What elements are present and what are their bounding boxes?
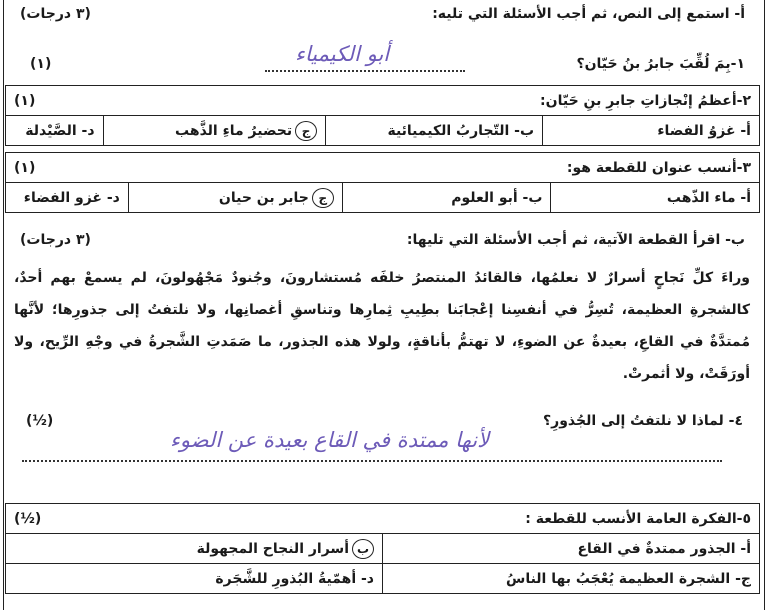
answer-line-1 bbox=[265, 70, 465, 72]
question-3-option-b: ب- أبو العلوم bbox=[342, 183, 551, 213]
question-5-option-b-text: أسرار النجاح المجهولة bbox=[196, 540, 349, 557]
question-2-table bbox=[5, 85, 760, 146]
question-5-marks: (½) bbox=[6, 504, 383, 534]
section-b-marks: (٣ درجات) bbox=[20, 232, 91, 248]
question-5-option-a: أ- الجذور ممتدةٌ في القاع bbox=[383, 534, 760, 564]
section-a-marks: (٣ درجات) bbox=[20, 6, 91, 22]
section-b-title: ب- اقرأ القطعة الآتية، ثم أجب الأسئلة التي تليها: bbox=[406, 232, 745, 248]
answer-line-4 bbox=[22, 460, 722, 462]
question-3-table bbox=[5, 152, 760, 213]
circled-answer-mark: ج bbox=[295, 121, 317, 141]
circled-answer-mark: ب bbox=[352, 539, 374, 559]
question-5-option-d: د- أهمّيةُ البُذورِ للشَّجَرة bbox=[6, 564, 383, 594]
question-3-option-c-text: جابر بن حيان bbox=[218, 189, 309, 206]
question-5-text: ٥-الفكرة العامة الأنسب للقطعة : bbox=[383, 504, 760, 534]
question-1-text: ١-بِمَ لُقِّبَ جابرُ بنُ حَيّان؟ bbox=[576, 56, 745, 72]
circled-answer-mark: ج bbox=[312, 188, 334, 208]
question-3-option-a: أ- ماء الذّهب bbox=[551, 183, 760, 213]
question-3-option-c bbox=[128, 183, 342, 213]
question-2-option-c-text: تحضيرُ ماءِ الذَّهب bbox=[175, 122, 293, 139]
question-3-marks: (١) bbox=[6, 153, 129, 183]
question-4-marks: (½) bbox=[26, 413, 54, 429]
question-2-marks: (١) bbox=[6, 86, 104, 116]
section-a-title: أ- استمع إلى النص، ثم أجب الأسئلة التي تليه: bbox=[432, 6, 745, 22]
question-1-marks: (١) bbox=[30, 56, 52, 72]
question-4-handwritten-answer: لأنها ممتدة في القاع بعيدة عن الضوء bbox=[170, 428, 490, 452]
question-5-option-b bbox=[6, 534, 383, 564]
question-2-option-b: ب- التّجاربُ الكيميائية bbox=[326, 116, 543, 146]
question-2-option-c bbox=[103, 116, 326, 146]
question-1-handwritten-answer: أبو الكيمياء bbox=[295, 42, 390, 66]
question-2-text: ٢-أعظمُ إنْجازاتِ جابرِ بنِ حَيّان: bbox=[103, 86, 759, 116]
question-3-text: ٣-أنسب عنوان للقطعة هو: bbox=[128, 153, 759, 183]
question-4-text: ٤- لماذا لا نلتفتُ إلى الجُذورِ؟ bbox=[543, 413, 743, 429]
question-5-table bbox=[5, 503, 760, 594]
reading-passage: وراءَ كلِّ نَجاحٍ أسرارٌ لا نعلمُها، فالقائدُ المنتصرُ خلفَه مُستشارونَ، وجُنودٌ مَجْهُولونَ، لم يسمعْ بهم أحدٌ، كالشجرةِ العظيمة، تُسِرُّ في أنفسِنا إعْجابَنا بطِيبِ ثِمارِها وتناسقِ أغصانِها، ولا نلتفتُ إلى جذورِها؛ لأنَّها مُمتدَّةٌ في القاعِ، بعيدةٌ عن الضوءِ، لا تهتمُّ بأناقةٍ، ولولا هذه الجذور، ما صَمَدتِ الشَّجرةُ في وجْهِ الرِّيح، ولا أورَقَتْ، ولا أثمرتْ. bbox=[14, 270, 750, 382]
question-3-option-d: د- غزو الفضاء bbox=[6, 183, 129, 213]
question-2-option-a: أ- غزوُ الفضاء bbox=[543, 116, 760, 146]
question-5-option-c: ج- الشجرة العظيمة يُعْجَبُ بها الناسُ bbox=[383, 564, 760, 594]
question-2-option-d: د- الصَّيْدلة bbox=[6, 116, 104, 146]
